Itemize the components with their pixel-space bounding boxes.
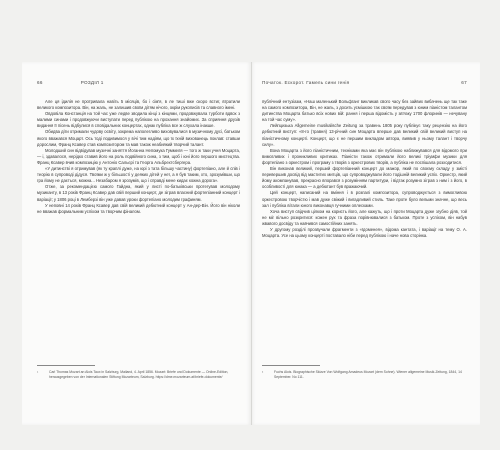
right-page-body (262, 99, 467, 239)
paragraph: У другому розділі прозвучали фрагменти з «Ідоменея», відома кантата, і варіації на тему О. А. Моцарта. Усе на цьому концерті поставало ніби перед публікою і наче нова сторінка. (262, 226, 467, 239)
paragraph: Отже, за рекомендацією самого Гайдна, який у листі по-батьківськи протегував молодому музиканту, в 13 років Франц Ксавер дав свій перший концерт, де зіграв власний фортепіанний концерт і варіації; у 1806 році в Лемберзі він уже давав уроки фортепіано молодим графиням. (37, 184, 240, 202)
footnote-text: Carl Thomas Mozart an Alois Taux in Salzburg, Mailand, 4. April 1856. Mozart: Briefe und Dokumente — Online-Edition, herausgegeben von der Internationalen Stiftung Mozarteum, Salzburg. https://dme.mozarteum.at/briefe-dokumente/ (49, 370, 229, 379)
paragraph: Молодший син відвідував музичні заняття Йоганна Непомука Гуммеля — того ж таки учня Моцарта, — і, здавалося, нерідко ставив його на роль подвійного сина, з тим, щоб і юні його першого мистецтва. Франц Ксавер вчив композицію у Антоніо Сальєрі та Георга Альбрехтсбергера. (37, 147, 240, 165)
footnote-marker: ¹ (37, 370, 39, 374)
footnote (37, 370, 240, 380)
paragraph: Цей концерт, написаний на вміння і в розпалі композитора, супроводжується з вимогливою оркестровою творчістю і мав дуже свіжий і вигадливий стиль. Таке проте було вельми значне, що весь зал і публіка вітали юного виконавця гучними оплесками. (262, 190, 467, 208)
paragraph: Він виконав великий, перший фортепіанний концерт до мажор, який по своєму складу у змісті перевершив досвід від маститих митців, що супроводжували його тодішній великий успіх. Оркестр, який йому акомпанував, прекрасно впорався з розумінням партитури, і відтак розумно зіграв з ним і з його, в особливості для юнака — а дебютант був вражаючий. (262, 166, 467, 190)
paragraph: публічний ентузіазм, «Наш маленький Вольфганг викликав свого часу без зайвих вибачень ще так таке на самого композитора, Він, не жаль, з досить усмішкою так своїм передував з юним піаністом талантом дитинства Моцарта батько всіх нових вій: рання і перша відомість у зв'язку 1700 флоринів — нечувану на той час суму». (262, 99, 467, 123)
paragraph: Хоча виступ свідчив цілком на користь його, але кажуть, що і проти Моцарта дуже згубно діяв, той не міг вільно розкритися: кожен рух та фраза порівнювалися з батьком. Проте з успіхом, він набув жвавого досвіду та навчився самостійних занять. (262, 208, 467, 226)
book-spread (22, 62, 480, 425)
paragraph: У неповні 14 років Франц Ксавер дав свій великий дебютний концерт у Ан-дер-Він. Його він ніколи не вважав формальним успіхом та творчим фіналом. (37, 202, 240, 214)
left-page-header (37, 77, 240, 87)
left-page (22, 62, 251, 425)
left-footnote-area (37, 357, 240, 380)
left-page-number: 66 (37, 79, 43, 85)
right-running-title: Початок. Ескорот. Гамель сини генія (262, 79, 350, 85)
right-page (251, 62, 480, 425)
book-gutter (251, 62, 252, 425)
right-page-number: 67 (461, 79, 467, 85)
footnote-marker: ² (262, 370, 264, 374)
paragraph: Але ця ідилія не протривала навіть 5 місяців, бо і сім'я, в ле тиші вже скоро встиг, втратили великого композитора. Він, на жаль, не залишив своїм дітям нічого, окрім рукописів та славного імені. (37, 99, 240, 111)
right-footnote-area (262, 357, 467, 380)
paragraph: Вона Моцарта з його піаністичним, техніками яка має він публікою наближувався для відомого при вимогливих і проникливих критиках. Піаністи також отримали його великі тріумфи музики для фортепіано з оркестром і програму з творів з оркестрових творів, а публіка не поспішала розходитися. (262, 147, 467, 165)
left-page-body (37, 99, 240, 215)
paragraph: Овдовіла Констанція на той час уже ледве зводила кінці з кінцями, продовжувала турботи вдвох з малими синами і продовжуючи виступати перед публікою на прохання знайомих. За сприяння друзів видання її пісень відбулися в сповідальних концертах, однак публіка все ж слухала інакше. (37, 111, 240, 129)
paragraph: Обидва діти отримали чудову освіту, зокрема наполегливо виховувалися в музичному дусі, батьком якого вважався Моцарт. Ось тоді подивимося у вічі тим надіям, що їх їхній вихованець поклав: ставши дорослим, Франц Ксавер став композитором та мав також неабиякий творчий талант. (37, 129, 240, 147)
paragraph: «У дитинстві я отримував (як ту краплі дуже, на юрі з тата більшу частину) фортепіано, але й спів і теорію в супроводі дідуся. Твоїми ж у більшості у деяких дітей у неї, а я був таким, хто, зрозумівши, що гра йому не дається, можна... Незабаром я зрозумів, що і справді мене кидає кожна дорога». (37, 166, 240, 184)
left-running-title: РОЗДІЛ 1 (80, 79, 104, 85)
paragraph: Лейпцизька Allgemeine musikalische Zeitung за травень 1805 року публікує таку рецензію на його дебютний виступ: «8-го (травня) 13-річний син Моцарта вперше дав великий свій великий виступ на піаністичному концерті. Концерт, що є не першим викладом автора, виявив у ньому талант і творчу силу». (262, 123, 467, 147)
footnote-divider (262, 365, 320, 366)
right-page-header (262, 77, 467, 87)
footnote (262, 370, 467, 380)
footnote-text: Fuchs Alois. Biographische Skizze Von Wolfgang Amadeus Mozart (dem Sohne). Wiener allgemeine Musik-Zeitung, 1844, 14 September. No 111. (274, 370, 462, 379)
footnote-divider (37, 365, 95, 366)
